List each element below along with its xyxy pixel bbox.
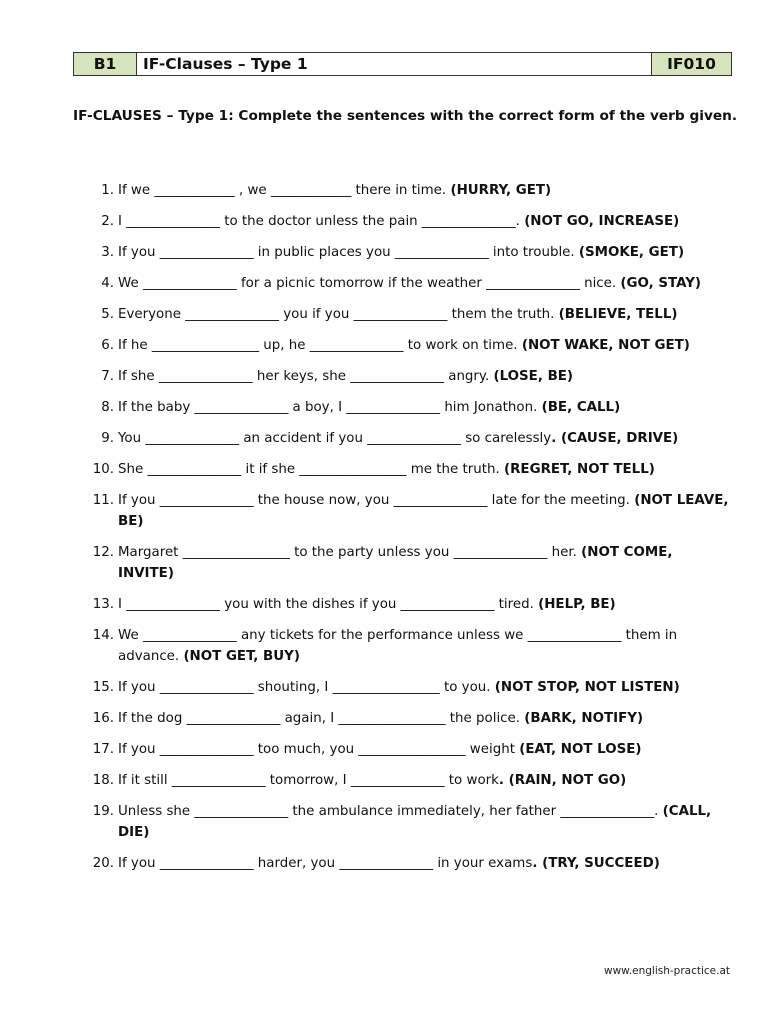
exercise-item [88, 335, 733, 356]
exercise-number: 17. [92, 742, 114, 757]
exercise-sentence: If we ____________ , we ____________ there in time. [118, 183, 451, 198]
exercise-sentence: If you ______________ the house now, you ______________ late for the meeting. [118, 493, 635, 508]
level-cell: B1 [74, 53, 137, 76]
exercise-number: 3. [101, 245, 114, 260]
exercise-sentence: If the dog ______________ again, I ________________ the police. [118, 711, 525, 726]
exercise-sentence: If the baby ______________ a boy, I ______________ him Jonathon. [118, 400, 542, 415]
verb-cue: . (CAUSE, DRIVE) [551, 431, 679, 446]
footer-url: www.english-practice.at [603, 965, 730, 977]
exercise-sentence: Everyone ______________ you if you ______________ them the truth. [118, 307, 559, 322]
verb-cue: (HELP, BE) [538, 597, 616, 612]
exercise-item [88, 490, 733, 532]
exercise-item [88, 366, 733, 387]
exercise-item [88, 428, 733, 449]
exercise-item [88, 180, 733, 201]
verb-cue: (NOT STOP, NOT LISTEN) [494, 680, 680, 695]
exercise-item [88, 304, 733, 325]
exercise-item [88, 594, 733, 615]
exercise-item [88, 677, 733, 698]
exercise-item [88, 273, 733, 294]
exercise-item [88, 397, 733, 418]
worksheet-title: IF-Clauses – Type 1 [137, 53, 652, 76]
exercise-item [88, 211, 733, 232]
verb-cue: . (TRY, SUCCEED) [532, 856, 660, 871]
verb-cue: (HURRY, GET) [450, 183, 552, 198]
exercise-item [88, 708, 733, 729]
verb-cue: (LOSE, BE) [493, 369, 574, 384]
exercise-sentence: She ______________ it if she ________________ me the truth. [118, 462, 504, 477]
exercise-number: 16. [92, 711, 114, 726]
verb-cue: (BARK, NOTIFY) [524, 711, 644, 726]
exercise-sentence: If you ______________ too much, you ________________ weight [118, 742, 520, 757]
exercise-number: 2. [101, 214, 114, 229]
worksheet-code: IF010 [652, 53, 732, 76]
exercise-sentence: If he ________________ up, he ______________ to work on time. [118, 338, 522, 353]
exercise-number: 5. [101, 307, 114, 322]
worksheet-header [73, 52, 732, 76]
verb-cue: (BE, CALL) [541, 400, 621, 415]
verb-cue: (NOT WAKE, NOT GET) [521, 338, 690, 353]
exercise-sentence: I ______________ you with the dishes if you ______________ tired. [118, 597, 539, 612]
exercise-sentence: Unless she ______________ the ambulance immediately, her father ______________. [118, 804, 663, 819]
exercise-sentence: If you ______________ harder, you ______________ in your exams [118, 856, 533, 871]
verb-cue: (REGRET, NOT TELL) [504, 462, 655, 477]
exercise-number: 12. [92, 545, 114, 560]
exercise-number: 1. [101, 183, 114, 198]
exercise-item [88, 625, 733, 667]
exercise-number: 6. [101, 338, 114, 353]
exercise-sentence: If you ______________ in public places you ______________ into trouble. [118, 245, 579, 260]
exercise-number: 14. [92, 628, 114, 643]
exercise-number: 9. [101, 431, 114, 446]
exercise-number: 7. [101, 369, 114, 384]
exercise-item [88, 242, 733, 263]
exercise-sentence: We ______________ any tickets for the performance unless we ______________ them in advance. [118, 628, 682, 664]
verb-cue: (SMOKE, GET) [578, 245, 685, 260]
exercise-item [88, 770, 733, 791]
exercise-item [88, 542, 733, 584]
exercise-number: 10. [92, 462, 114, 477]
verb-cue: (BELIEVE, TELL) [558, 307, 678, 322]
exercise-sentence: I ______________ to the doctor unless the pain ______________. [118, 214, 525, 229]
verb-cue: (NOT GO, INCREASE) [524, 214, 680, 229]
exercise-number: 13. [92, 597, 114, 612]
instructions: IF-CLAUSES – Type 1: Complete the sentences with the correct form of the verb given. [73, 108, 738, 124]
exercise-number: 20. [92, 856, 114, 871]
exercise-item [88, 801, 733, 843]
exercise-sentence: We ______________ for a picnic tomorrow if the weather ______________ nice. [118, 276, 621, 291]
verb-cue: . (RAIN, NOT GO) [498, 773, 627, 788]
exercise-sentence: Margaret ________________ to the party unless you ______________ her. [118, 545, 582, 560]
exercise-item [88, 459, 733, 480]
verb-cue: (GO, STAY) [620, 276, 702, 291]
exercise-number: 18. [92, 773, 114, 788]
exercise-number: 19. [92, 804, 114, 819]
verb-cue: (CALL, DIE) [118, 804, 716, 840]
exercise-sentence: You ______________ an accident if you ______________ so carelessly [118, 431, 552, 446]
exercise-sentence: If it still ______________ tomorrow, I ______________ to work [118, 773, 499, 788]
verb-cue: (NOT GET, BUY) [183, 649, 300, 664]
exercise-number: 8. [101, 400, 114, 415]
exercise-item [88, 853, 733, 874]
exercise-number: 11. [92, 493, 114, 508]
exercise-item [88, 739, 733, 760]
exercise-list [88, 180, 733, 874]
exercise-sentence: If she ______________ her keys, she ______________ angry. [118, 369, 494, 384]
exercise-sentence: If you ______________ shouting, I ________________ to you. [118, 680, 495, 695]
exercise-number: 15. [92, 680, 114, 695]
exercise-number: 4. [101, 276, 114, 291]
verb-cue: (NOT COME, INVITE) [118, 545, 678, 581]
verb-cue: (NOT LEAVE, BE) [118, 493, 734, 529]
verb-cue: (EAT, NOT LOSE) [519, 742, 642, 757]
